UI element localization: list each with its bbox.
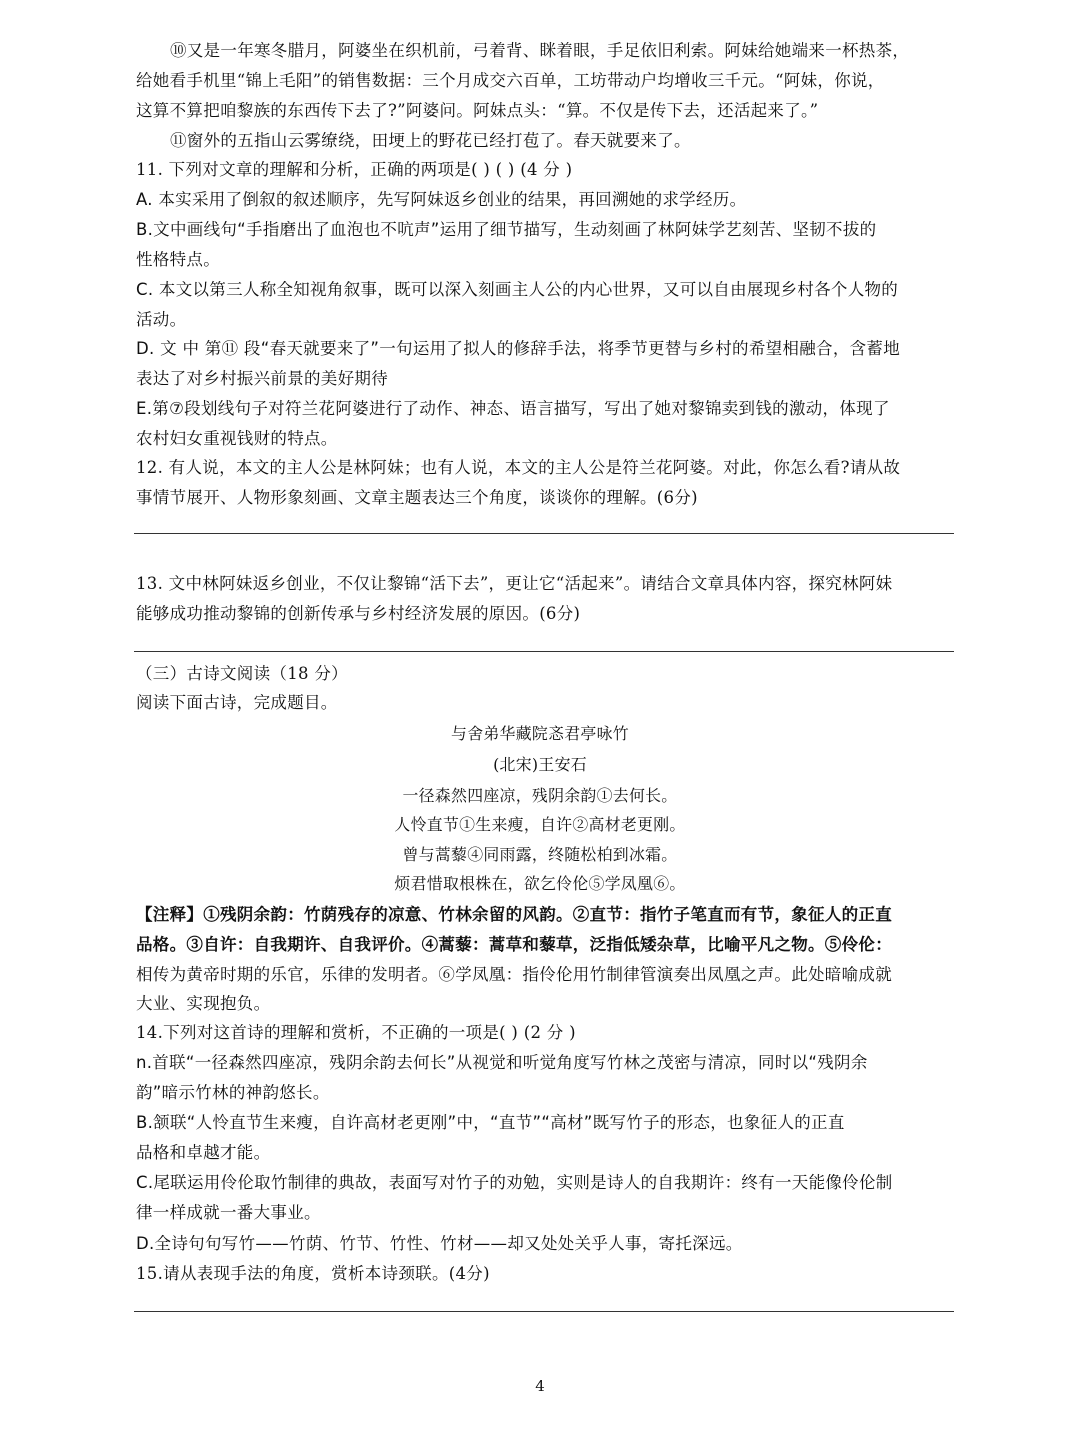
question-15-stem: 15.请从表现手法的角度，赏析本诗颈联。(4分): [136, 1264, 490, 1283]
poem-title: 与舍弟华藏院忞君亭咏竹: [451, 724, 629, 743]
notes-line-1: 【注释】①残阴余韵：竹荫残存的凉意、竹林余留的风韵。②直节：指竹子笔直而有节，象征人的正直: [136, 905, 892, 924]
question-12-line-2: 事情节展开、人物形象刻画、文章主题表达三个角度，谈谈你的理解。(6分): [136, 488, 698, 507]
answer-line-q15: [134, 1311, 954, 1312]
answer-line-q12: [134, 533, 954, 534]
notes-line-3: 相传为黄帝时期的乐官，乐律的发明者。⑥学凤凰：指伶伦用竹制律管演奏出凤凰之声。此处暗喻成就: [136, 965, 892, 984]
question-14-option-a-line-2: 韵”暗示竹林的神韵悠长。: [136, 1083, 330, 1102]
question-11-option-a: A. 本实采用了倒叙的叙述顺序，先写阿妹返乡创业的结果，再回溯她的求学经历。: [136, 190, 747, 209]
poem-line-3: 曾与蒿藜④同雨露，终随松柏到冰霜。: [402, 845, 678, 864]
question-11-option-d-line-1: D. 文 中 第⑪ 段“春天就要来了”一句运用了拟人的修辞手法，将季节更替与乡村的希望相融合，含蓄地: [136, 339, 901, 358]
poem-line-1: 一径森然四座凉，残阴余韵①去何长。: [402, 786, 678, 805]
story-paragraph-11: ⑪窗外的五指山云雾缭绕，田埂上的野花已经打苞了。春天就要来了。: [170, 131, 691, 150]
question-14-option-b-line-2: 品格和卓越才能。: [136, 1143, 271, 1162]
question-11-option-b-line-1: B.文中画线句“手指磨出了血泡也不吭声”运用了细节描写，生动刻画了林阿妹学艺刻苦、坚韧不拔的: [136, 220, 877, 239]
question-14-option-d: D.全诗句句写竹——竹荫、竹节、竹性、竹材——却又处处关乎人事，寄托深远。: [136, 1234, 743, 1253]
story-paragraph-10-line-1: ⑩又是一年寒冬腊月，阿婆坐在织机前，弓着背、眯着眼，手足依旧利索。阿妹给她端来一杯热茶，: [170, 41, 910, 60]
question-11-option-e-line-2: 农村妇女重视钱财的特点。: [136, 429, 338, 448]
question-14-option-c-line-1: C.尾联运用伶伦取竹制律的典故，表面写对竹子的劝勉，实则是诗人的自我期许：终有一天能像伶伦制: [136, 1173, 893, 1192]
question-11-option-d-line-2: 表达了对乡村振兴前景的美好期待: [136, 369, 388, 388]
question-11-option-e-line-1: E.第⑦段划线句子对符兰花阿婆进行了动作、神态、语言描写，写出了她对黎锦卖到钱的激动，体现了: [136, 399, 890, 418]
question-14-option-c-line-2: 律一样成就一番大事业。: [136, 1203, 321, 1222]
page-number: 4: [535, 1377, 545, 1395]
question-13-line-1: 13. 文中林阿妹返乡创业，不仅让黎锦“活下去”，更让它“活起来”。请结合文章具体内容，探究林阿妹: [136, 574, 893, 593]
question-14-stem: 14.下列对这首诗的理解和赏析，不正确的一项是( ) (2 分 ): [136, 1023, 576, 1042]
question-14-option-a-line-1: n.首联“一径森然四座凉，残阴余韵去何长”从视觉和听觉角度写竹林之茂密与清凉，同时以“残阴余: [136, 1053, 868, 1072]
section-3-heading: （三）古诗文阅读（18 分）: [136, 664, 348, 683]
poem-author: (北宋)王安石: [493, 755, 587, 774]
question-14-option-b-line-1: B.颔联“人怜直节生来瘦，自许高材老更刚”中，“直节”“高材”既写竹子的形态，也象征人的正直: [136, 1113, 845, 1132]
notes-line-2: 品格。③自许：自我期许、自我评价。④蒿藜：蒿草和藜草，泛指低矮杂草，比喻平凡之物。⑤伶伦：: [136, 935, 892, 954]
poem-line-2: 人怜直节①生来瘦，自许②高材老更刚。: [394, 815, 686, 834]
question-12-line-1: 12. 有人说，本文的主人公是林阿妹；也有人说，本文的主人公是符兰花阿婆。对此，你怎么看?请从故: [136, 458, 901, 477]
poem-line-4: 烦君惜取根株在，欲乞伶伦⑤学凤凰⑥。: [394, 874, 686, 893]
question-11-option-b-line-2: 性格特点。: [136, 250, 220, 269]
question-11-option-c-line-2: 活动。: [136, 310, 187, 329]
section-3-instruction: 阅读下面古诗，完成题目。: [136, 693, 338, 712]
answer-line-q13: [134, 651, 954, 652]
question-11-option-c-line-1: C. 本文以第三人称全知视角叙事，既可以深入刻画主人公的内心世界，又可以自由展现乡村各个人物的: [136, 280, 899, 299]
story-paragraph-10-line-3: 这算不算把咱黎族的东西传下去了?”阿婆问。阿妹点头：“算。不仅是传下去，还活起来了。”: [136, 101, 819, 120]
question-13-line-2: 能够成功推动黎锦的创新传承与乡村经济发展的原因。(6分): [136, 604, 581, 623]
story-paragraph-10-line-2: 给她看手机里“锦上毛阳”的销售数据：三个月成交六百单，工坊带动户均增收三千元。“阿妹，你说，: [136, 71, 885, 90]
notes-line-4: 大业、实现抱负。: [136, 994, 271, 1013]
question-11-stem: 11. 下列对文章的理解和分析，正确的两项是( ) ( ) (4 分 ): [136, 160, 573, 179]
